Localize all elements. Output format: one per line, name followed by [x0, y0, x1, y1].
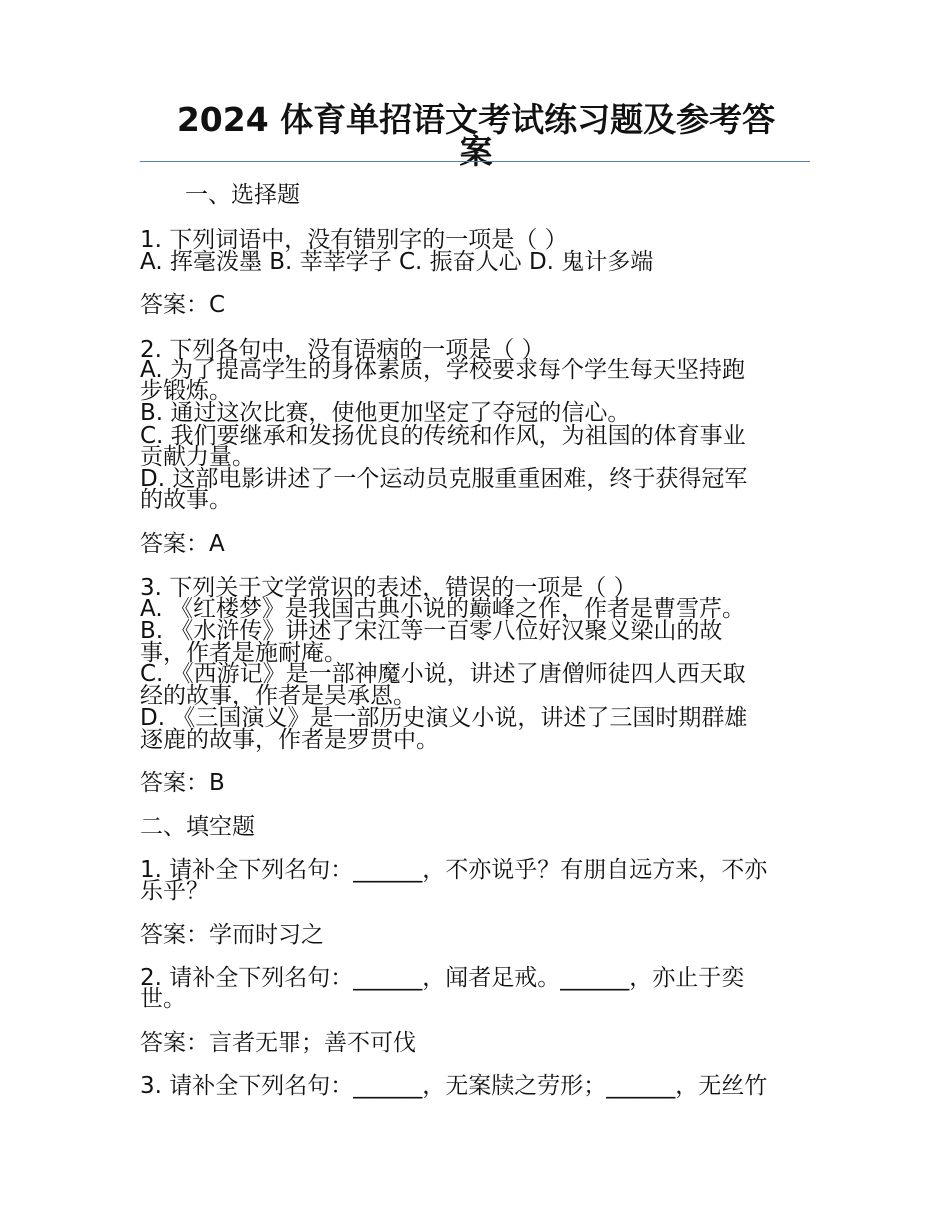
section-heading-fill-in: 二、填空题 — [140, 814, 255, 840]
question-1-stem: 1. 下列词语中，没有错别字的一项是（ ） — [140, 227, 568, 253]
fill-3-line1: 3. 请补全下列名句：______，无案牍之劳形；______，无丝竹 — [140, 1073, 768, 1099]
fill-1-line2: 乐乎？ — [140, 878, 209, 904]
question-2-option-b: B. 通过这次比赛，使他更加坚定了夺冠的信心。 — [140, 400, 631, 426]
section-heading-choice: 一、选择题 — [185, 182, 300, 208]
question-2-answer: 答案：A — [140, 531, 225, 557]
question-2-option-d-line2: 的故事。 — [140, 487, 232, 513]
fill-2-answer: 答案：言者无罪；善不可伐 — [140, 1030, 416, 1056]
question-3-answer: 答案：B — [140, 770, 225, 796]
question-1-answer: 答案：C — [140, 292, 226, 318]
question-2-option-d-line1: D. 这部电影讲述了一个运动员克服重重困难，终于获得冠军 — [140, 466, 748, 492]
question-3-option-b-line2: 事，作者是施耐庵。 — [140, 640, 347, 666]
question-3-stem: 3. 下列关于文学常识的表述，错误的一项是（ ） — [140, 575, 637, 601]
question-2-option-a-line2: 步锻炼。 — [140, 378, 232, 404]
page-title — [140, 100, 812, 171]
page-title-line1: 2024 体育单招语文考试练习题及参考答 — [176, 100, 776, 139]
fill-1-answer: 答案：学而时习之 — [140, 922, 324, 948]
question-2-option-c-line1: C. 我们要继承和发扬优良的传统和作风，为祖国的体育事业 — [140, 423, 746, 449]
question-2-option-a-line1: A. 为了提高学生的身体素质，学校要求每个学生每天坚持跑 — [140, 357, 745, 383]
fill-2-line2: 世。 — [140, 986, 186, 1012]
question-2-option-c-line2: 贡献力量。 — [140, 444, 255, 470]
fill-2-line1: 2. 请补全下列名句：______，闻者足戒。______，亦止于奕 — [140, 965, 745, 991]
question-3-option-c-line1: C. 《西游记》是一部神魔小说，讲述了唐僧师徒四人西天取 — [140, 661, 746, 687]
title-divider — [140, 161, 810, 162]
question-3-option-a: A. 《红楼梦》是我国古典小说的巅峰之作，作者是曹雪芹。 — [140, 596, 745, 622]
question-1-options: A. 挥毫泼墨 B. 莘莘学子 C. 振奋人心 D. 鬼计多端 — [140, 249, 654, 275]
page-title-line2: 案 — [459, 132, 493, 171]
question-3-option-d-line2: 逐鹿的故事，作者是罗贯中。 — [140, 727, 439, 753]
question-3-option-d-line1: D. 《三国演义》是一部历史演义小说，讲述了三国时期群雄 — [140, 705, 748, 731]
fill-1-line1: 1. 请补全下列名句：______，不亦说乎？有朋自远方来，不亦 — [140, 857, 768, 883]
question-3-option-c-line2: 经的故事，作者是吴承恩。 — [140, 683, 416, 709]
question-3-option-b-line1: B. 《水浒传》讲述了宋江等一百零八位好汉聚义梁山的故 — [140, 618, 723, 644]
question-2-stem: 2. 下列各句中，没有语病的一项是（ ） — [140, 337, 545, 363]
